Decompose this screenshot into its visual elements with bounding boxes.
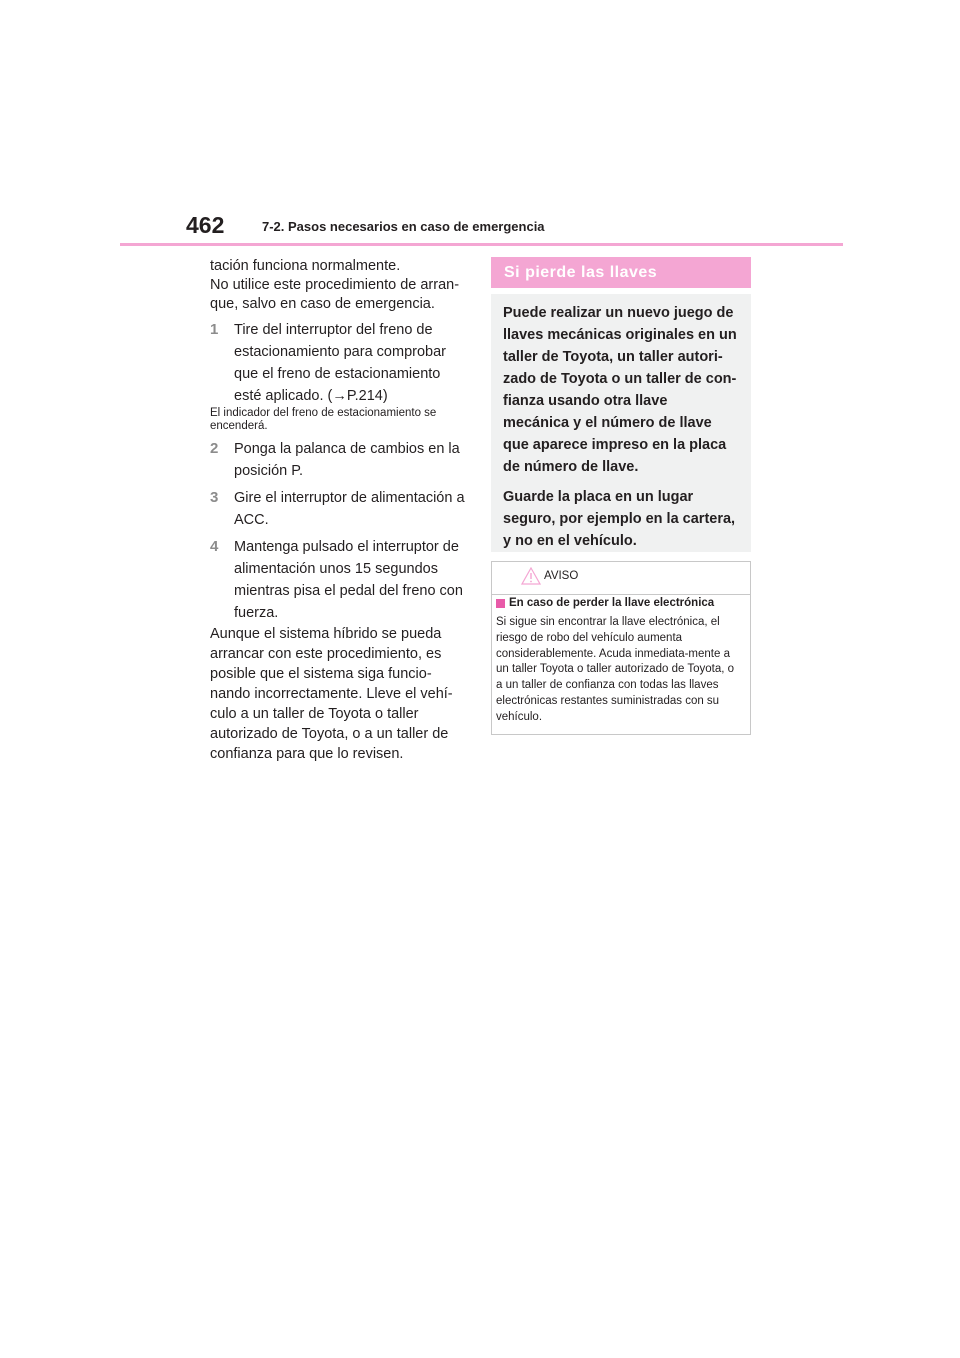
warning-triangle-icon	[521, 567, 541, 590]
step-text: Gire el interruptor de alimentación a ACC.	[234, 490, 465, 528]
warning-label: AVISO	[544, 570, 579, 582]
step-number: 4	[210, 538, 219, 555]
step-number: 3	[210, 489, 219, 506]
intro-line: tación funciona normalmente.	[210, 258, 401, 274]
page-number: 462	[186, 212, 225, 238]
step-number: 2	[210, 440, 219, 457]
step-item	[210, 487, 468, 531]
step-item	[210, 536, 468, 624]
info-paragraph: Guarde la placa en un lugar seguro, por ejemplo en la cartera, y no en el vehículo.	[503, 489, 736, 549]
warning-box	[491, 561, 751, 735]
closing-paragraph: Aunque el sistema híbrido se pueda arrancar con este procedimiento, es posible que el sistema siga funcio-nando incorrectamente. Lleve el vehí-culo a un taller de Toyota o taller autorizado de Toyota, o a un taller de confianza para que lo revisen.	[210, 626, 453, 762]
step-item	[210, 319, 468, 407]
step-item	[210, 438, 468, 482]
info-box	[491, 294, 751, 552]
intro-line: No utilice este procedimiento de arran-	[210, 277, 460, 293]
warning-subheading-text: En caso de perder la llave electrónica	[509, 597, 715, 609]
step-text: Ponga la palanca de cambios en la posición P.	[234, 441, 460, 479]
header-divider	[120, 243, 843, 246]
warning-text: Si sigue sin encontrar la llave electrónica, el riesgo de robo del vehículo aumenta considerablemente. Acuda inmediata-mente a un taller Toyota o taller autorizado de Toyota, o a un taller de confianza con todas las llaves electrónicas restantes suministradas con su vehículo.	[496, 616, 735, 723]
step-text: Mantenga pulsado el interruptor de alimentación unos 15 segundos mientras pisa el pedal del freno con fuerza.	[234, 539, 463, 621]
info-paragraph: Puede realizar un nuevo juego de llaves mecánicas originales en un taller de Toyota, un taller autori-zado de Toyota o un taller de con-fianza usando otra llave mecánica y el número de llave que aparece impreso en la placa de número de llave.	[503, 305, 737, 475]
section-heading: Si pierde las llaves	[491, 257, 751, 288]
intro-line: que, salvo en caso de emergencia.	[210, 296, 435, 312]
warning-header	[492, 562, 750, 595]
step-note: El indicador del freno de estacionamiento se encenderá.	[210, 407, 437, 432]
step-number: 1	[210, 321, 219, 338]
step-text: Tire del interruptor del freno de estacionamiento para comprobar que el freno de estacionamiento esté aplicado. (→P.214)	[234, 322, 446, 404]
warning-subheading	[496, 597, 714, 609]
left-column	[210, 257, 468, 764]
section-title: 7-2. Pasos necesarios en caso de emergencia	[262, 219, 545, 234]
square-bullet-icon	[496, 599, 505, 608]
